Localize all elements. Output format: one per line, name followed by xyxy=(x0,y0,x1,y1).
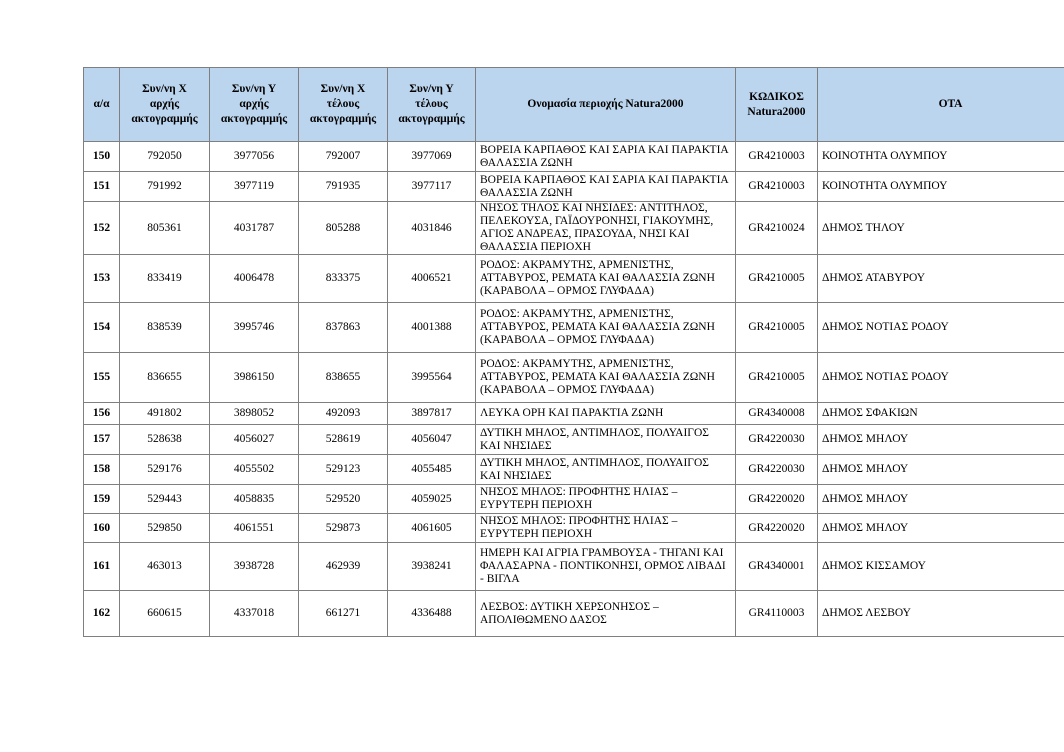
y-end-cell: 4056047 xyxy=(388,425,476,455)
x-end-cell: 805288 xyxy=(299,202,388,255)
table-row xyxy=(84,142,1064,172)
area-name-cell: ΗΜΕΡΗ ΚΑΙ ΑΓΡΙΑ ΓΡΑΜΒΟΥΣΑ - ΤΗΓΑΝΙ ΚΑΙ ΦΑΛΑΣΑΡΝΑ - ΠΟΝΤΙΚΟΝΗΣΙ, ΟΡΜΟΣ ΛΙΒΑΔΙ - ΒΙΓΛΑ xyxy=(476,543,736,591)
natura-code-cell: GR4340001 xyxy=(736,543,818,591)
row-number: 153 xyxy=(84,255,120,303)
ota-cell: ΔΗΜΟΣ ΜΗΛΟΥ xyxy=(818,455,1064,485)
ota-cell: ΔΗΜΟΣ ΛΕΣΒΟΥ xyxy=(818,591,1064,637)
area-name-cell: ΒΟΡΕΙΑ ΚΑΡΠΑΘΟΣ ΚΑΙ ΣΑΡΙΑ ΚΑΙ ΠΑΡΑΚΤΙΑ ΘΑΛΑΣΣΙΑ ΖΩΝΗ xyxy=(476,142,736,172)
x-end-cell: 529873 xyxy=(299,514,388,543)
y-end-cell: 4055485 xyxy=(388,455,476,485)
x-start-cell: 463013 xyxy=(120,543,210,591)
ota-cell: ΔΗΜΟΣ ΜΗΛΟΥ xyxy=(818,425,1064,455)
x-start-cell: 491802 xyxy=(120,403,210,425)
y-start-cell: 4056027 xyxy=(210,425,299,455)
y-start-cell: 3898052 xyxy=(210,403,299,425)
area-name-cell: ΝΗΣΟΣ ΜΗΛΟΣ: ΠΡΟΦΗΤΗΣ ΗΛΙΑΣ – ΕΥΡΥΤΕΡΗ ΠΕΡΙΟΧΗ xyxy=(476,514,736,543)
x-start-cell: 529850 xyxy=(120,514,210,543)
x-end-cell: 838655 xyxy=(299,353,388,403)
row-number: 159 xyxy=(84,485,120,514)
natura-code-cell: GR4210005 xyxy=(736,353,818,403)
table-row xyxy=(84,202,1064,255)
natura-code-cell: GR4220020 xyxy=(736,514,818,543)
x-start-cell: 660615 xyxy=(120,591,210,637)
x-start-cell: 529176 xyxy=(120,455,210,485)
row-number: 154 xyxy=(84,303,120,353)
table-row xyxy=(84,455,1064,485)
y-end-cell: 4001388 xyxy=(388,303,476,353)
table-row xyxy=(84,255,1064,303)
row-number: 155 xyxy=(84,353,120,403)
row-number: 152 xyxy=(84,202,120,255)
ota-cell: ΔΗΜΟΣ ΣΦΑΚΙΩΝ xyxy=(818,403,1064,425)
natura-code-cell: GR4110003 xyxy=(736,591,818,637)
natura-code-cell: GR4210003 xyxy=(736,142,818,172)
table-row xyxy=(84,303,1064,353)
row-number: 160 xyxy=(84,514,120,543)
y-start-cell: 4337018 xyxy=(210,591,299,637)
header-x-end: Συν/νη Χ τέλους ακτογραμμής xyxy=(299,68,388,142)
header-aa: α/α xyxy=(84,68,120,142)
header-y-end: Συν/νη Υ τέλους ακτογραμμής xyxy=(388,68,476,142)
row-number: 156 xyxy=(84,403,120,425)
y-end-cell: 4031846 xyxy=(388,202,476,255)
table-body xyxy=(84,142,1064,637)
area-name-cell: ΡΟΔΟΣ: ΑΚΡΑΜΥΤΗΣ, ΑΡΜΕΝΙΣΤΗΣ, ΑΤΤΑΒΥΡΟΣ, ΡΕΜΑΤΑ ΚΑΙ ΘΑΛΑΣΣΙΑ ΖΩΝΗ (ΚΑΡΑΒΟΛΑ – ΟΡΜΟΣ ΓΛΥΦΑΔΑ) xyxy=(476,353,736,403)
row-number: 161 xyxy=(84,543,120,591)
ota-cell: ΔΗΜΟΣ ΜΗΛΟΥ xyxy=(818,514,1064,543)
area-name-cell: ΡΟΔΟΣ: ΑΚΡΑΜΥΤΗΣ, ΑΡΜΕΝΙΣΤΗΣ, ΑΤΤΑΒΥΡΟΣ, ΡΕΜΑΤΑ ΚΑΙ ΘΑΛΑΣΣΙΑ ΖΩΝΗ (ΚΑΡΑΒΟΛΑ – ΟΡΜΟΣ ΓΛΥΦΑΔΑ) xyxy=(476,255,736,303)
y-start-cell: 4061551 xyxy=(210,514,299,543)
natura-code-cell: GR4210003 xyxy=(736,172,818,202)
natura-code-cell: GR4210024 xyxy=(736,202,818,255)
header-y-start: Συν/νη Υ αρχής ακτογραμμής xyxy=(210,68,299,142)
x-end-cell: 529520 xyxy=(299,485,388,514)
natura-code-cell: GR4220020 xyxy=(736,485,818,514)
x-start-cell: 833419 xyxy=(120,255,210,303)
ota-cell: ΔΗΜΟΣ ΝΟΤΙΑΣ ΡΟΔΟΥ xyxy=(818,353,1064,403)
y-start-cell: 3995746 xyxy=(210,303,299,353)
natura-code-cell: GR4210005 xyxy=(736,255,818,303)
row-number: 151 xyxy=(84,172,120,202)
natura-code-cell: GR4210005 xyxy=(736,303,818,353)
x-end-cell: 528619 xyxy=(299,425,388,455)
table-row xyxy=(84,591,1064,637)
natura-code-cell: GR4340008 xyxy=(736,403,818,425)
x-end-cell: 492093 xyxy=(299,403,388,425)
header-natura-code: ΚΩΔΙΚΟΣ Natura2000 xyxy=(736,68,818,142)
x-end-cell: 529123 xyxy=(299,455,388,485)
y-start-cell: 3938728 xyxy=(210,543,299,591)
row-number: 158 xyxy=(84,455,120,485)
y-start-cell: 3977119 xyxy=(210,172,299,202)
ota-cell: ΔΗΜΟΣ ΑΤΑΒΥΡΟΥ xyxy=(818,255,1064,303)
ota-cell: ΔΗΜΟΣ ΝΟΤΙΑΣ ΡΟΔΟΥ xyxy=(818,303,1064,353)
natura-coastline-table xyxy=(83,67,1064,637)
row-number: 157 xyxy=(84,425,120,455)
table-row xyxy=(84,353,1064,403)
header-x-start: Συν/νη Χ αρχής ακτογραμμής xyxy=(120,68,210,142)
y-end-cell: 4061605 xyxy=(388,514,476,543)
y-start-cell: 3977056 xyxy=(210,142,299,172)
header-area-name: Ονομασία περιοχής Natura2000 xyxy=(476,68,736,142)
x-start-cell: 836655 xyxy=(120,353,210,403)
x-end-cell: 792007 xyxy=(299,142,388,172)
y-end-cell: 3995564 xyxy=(388,353,476,403)
area-name-cell: ΡΟΔΟΣ: ΑΚΡΑΜΥΤΗΣ, ΑΡΜΕΝΙΣΤΗΣ, ΑΤΤΑΒΥΡΟΣ, ΡΕΜΑΤΑ ΚΑΙ ΘΑΛΑΣΣΙΑ ΖΩΝΗ (ΚΑΡΑΒΟΛΑ – ΟΡΜΟΣ ΓΛΥΦΑΔΑ) xyxy=(476,303,736,353)
x-start-cell: 838539 xyxy=(120,303,210,353)
y-start-cell: 4006478 xyxy=(210,255,299,303)
x-start-cell: 529443 xyxy=(120,485,210,514)
ota-cell: ΚΟΙΝΟΤΗΤΑ ΟΛΥΜΠΟΥ xyxy=(818,142,1064,172)
y-start-cell: 4058835 xyxy=(210,485,299,514)
y-start-cell: 3986150 xyxy=(210,353,299,403)
ota-cell: ΔΗΜΟΣ ΚΙΣΣΑΜΟΥ xyxy=(818,543,1064,591)
area-name-cell: ΝΗΣΟΣ ΜΗΛΟΣ: ΠΡΟΦΗΤΗΣ ΗΛΙΑΣ – ΕΥΡΥΤΕΡΗ ΠΕΡΙΟΧΗ xyxy=(476,485,736,514)
ota-cell: ΔΗΜΟΣ ΜΗΛΟΥ xyxy=(818,485,1064,514)
y-start-cell: 4031787 xyxy=(210,202,299,255)
y-end-cell: 3977117 xyxy=(388,172,476,202)
x-start-cell: 792050 xyxy=(120,142,210,172)
x-end-cell: 661271 xyxy=(299,591,388,637)
header-ota: ΟΤΑ xyxy=(818,68,1064,142)
ota-cell: ΔΗΜΟΣ ΤΗΛΟΥ xyxy=(818,202,1064,255)
natura-code-cell: GR4220030 xyxy=(736,425,818,455)
natura-code-cell: GR4220030 xyxy=(736,455,818,485)
x-start-cell: 528638 xyxy=(120,425,210,455)
y-end-cell: 4059025 xyxy=(388,485,476,514)
row-number: 150 xyxy=(84,142,120,172)
table-header-row xyxy=(84,68,1064,142)
area-name-cell: ΔΥΤΙΚΗ ΜΗΛΟΣ, ΑΝΤΙΜΗΛΟΣ, ΠΟΛΥΑΙΓΟΣ ΚΑΙ ΝΗΣΙΔΕΣ xyxy=(476,455,736,485)
y-end-cell: 3977069 xyxy=(388,142,476,172)
table-row xyxy=(84,425,1064,455)
area-name-cell: ΒΟΡΕΙΑ ΚΑΡΠΑΘΟΣ ΚΑΙ ΣΑΡΙΑ ΚΑΙ ΠΑΡΑΚΤΙΑ ΘΑΛΑΣΣΙΑ ΖΩΝΗ xyxy=(476,172,736,202)
x-end-cell: 837863 xyxy=(299,303,388,353)
x-end-cell: 833375 xyxy=(299,255,388,303)
area-name-cell: ΔΥΤΙΚΗ ΜΗΛΟΣ, ΑΝΤΙΜΗΛΟΣ, ΠΟΛΥΑΙΓΟΣ ΚΑΙ ΝΗΣΙΔΕΣ xyxy=(476,425,736,455)
table-row xyxy=(84,485,1064,514)
x-end-cell: 462939 xyxy=(299,543,388,591)
area-name-cell: ΛΕΣΒΟΣ: ΔΥΤΙΚΗ ΧΕΡΣΟΝΗΣΟΣ – ΑΠΟΛΙΘΩΜΕΝΟ ΔΑΣΟΣ xyxy=(476,591,736,637)
row-number: 162 xyxy=(84,591,120,637)
table-row xyxy=(84,172,1064,202)
y-end-cell: 3897817 xyxy=(388,403,476,425)
y-start-cell: 4055502 xyxy=(210,455,299,485)
area-name-cell: ΛΕΥΚΑ ΟΡΗ ΚΑΙ ΠΑΡΑΚΤΙΑ ΖΩΝΗ xyxy=(476,403,736,425)
area-name-cell: ΝΗΣΟΣ ΤΗΛΟΣ ΚΑΙ ΝΗΣΙΔΕΣ: ΑΝΤΙΤΗΛΟΣ, ΠΕΛΕΚΟΥΣΑ, ΓΑΪΔΟΥΡΟΝΗΣΙ, ΓΙΑΚΟΥΜΗΣ, ΑΓΙΟΣ ΑΝΔΡΕΑΣ, ΠΡΑΣΟΥΔΑ, ΝΗΣΙ ΚΑΙ ΘΑΛΑΣΣΙΑ ΠΕΡΙΟΧΗ xyxy=(476,202,736,255)
y-end-cell: 4006521 xyxy=(388,255,476,303)
y-end-cell: 3938241 xyxy=(388,543,476,591)
table-row xyxy=(84,514,1064,543)
table-row xyxy=(84,403,1064,425)
x-end-cell: 791935 xyxy=(299,172,388,202)
y-end-cell: 4336488 xyxy=(388,591,476,637)
ota-cell: ΚΟΙΝΟΤΗΤΑ ΟΛΥΜΠΟΥ xyxy=(818,172,1064,202)
x-start-cell: 805361 xyxy=(120,202,210,255)
table-row xyxy=(84,543,1064,591)
x-start-cell: 791992 xyxy=(120,172,210,202)
